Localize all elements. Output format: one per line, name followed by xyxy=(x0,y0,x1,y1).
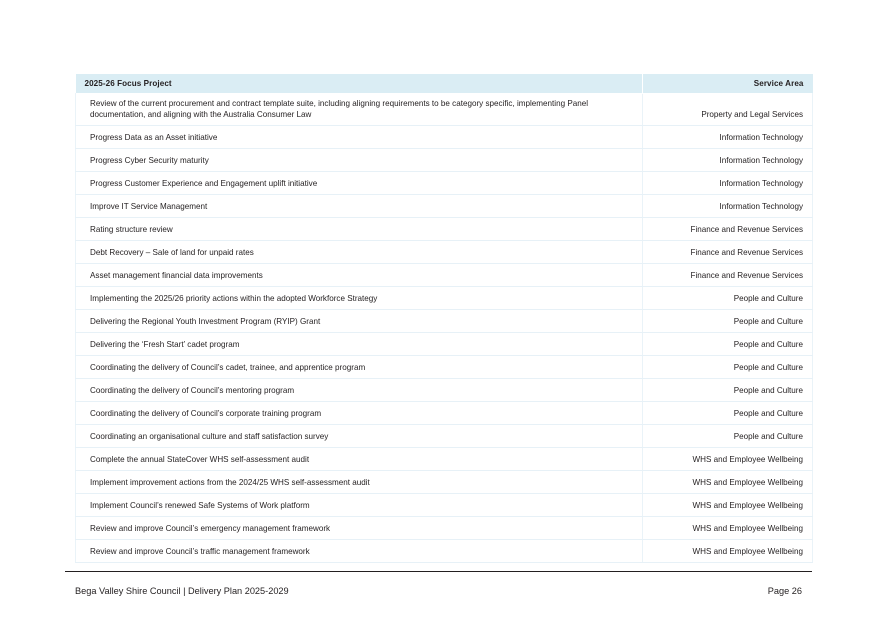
cell-focus-project: Coordinating an organisational culture and staff satisfaction survey xyxy=(76,425,643,448)
cell-service-area: WHS and Employee Wellbeing xyxy=(643,517,813,540)
cell-service-area: Property and Legal Services xyxy=(643,94,813,126)
table-row xyxy=(76,241,813,264)
table-row xyxy=(76,471,813,494)
table-body xyxy=(76,94,813,563)
cell-focus-project: Progress Customer Experience and Engagement uplift initiative xyxy=(76,172,643,195)
table-row xyxy=(76,287,813,310)
cell-focus-project: Debt Recovery – Sale of land for unpaid rates xyxy=(76,241,643,264)
cell-service-area: Finance and Revenue Services xyxy=(643,264,813,287)
table-row xyxy=(76,149,813,172)
cell-service-area: WHS and Employee Wellbeing xyxy=(643,540,813,563)
cell-service-area: Finance and Revenue Services xyxy=(643,241,813,264)
cell-service-area: WHS and Employee Wellbeing xyxy=(643,448,813,471)
cell-focus-project: Review of the current procurement and contract template suite, including aligning requirements to be category specific, implementing Panel documentation, and aligning with the Australia Consumer Law xyxy=(76,94,643,126)
table-row xyxy=(76,540,813,563)
table-header-row xyxy=(76,74,813,94)
cell-service-area: People and Culture xyxy=(643,379,813,402)
page-footer xyxy=(75,586,802,596)
cell-focus-project: Implementing the 2025/26 priority actions within the adopted Workforce Strategy xyxy=(76,287,643,310)
table-header xyxy=(76,74,813,94)
cell-focus-project: Progress Data as an Asset initiative xyxy=(76,126,643,149)
cell-service-area: People and Culture xyxy=(643,402,813,425)
cell-focus-project: Coordinating the delivery of Council’s corporate training program xyxy=(76,402,643,425)
table-row xyxy=(76,402,813,425)
cell-service-area: People and Culture xyxy=(643,310,813,333)
cell-focus-project: Progress Cyber Security maturity xyxy=(76,149,643,172)
cell-service-area: People and Culture xyxy=(643,333,813,356)
cell-service-area: People and Culture xyxy=(643,356,813,379)
cell-focus-project: Implement improvement actions from the 2024/25 WHS self-assessment audit xyxy=(76,471,643,494)
cell-focus-project: Delivering the ‘Fresh Start’ cadet program xyxy=(76,333,643,356)
table-row xyxy=(76,310,813,333)
cell-service-area: Information Technology xyxy=(643,149,813,172)
column-header-service-area: Service Area xyxy=(643,74,813,94)
table-row xyxy=(76,356,813,379)
focus-project-table-wrapper xyxy=(75,74,812,563)
cell-service-area: WHS and Employee Wellbeing xyxy=(643,471,813,494)
table-row xyxy=(76,333,813,356)
column-header-focus-project: 2025-26 Focus Project xyxy=(76,74,643,94)
footer-divider xyxy=(65,571,812,572)
footer-document-title: Bega Valley Shire Council | Delivery Plan 2025-2029 xyxy=(75,586,289,596)
cell-focus-project: Review and improve Council’s emergency management framework xyxy=(76,517,643,540)
cell-focus-project: Delivering the Regional Youth Investment Program (RYIP) Grant xyxy=(76,310,643,333)
table-row xyxy=(76,94,813,126)
cell-focus-project: Coordinating the delivery of Council’s mentoring program xyxy=(76,379,643,402)
cell-focus-project: Rating structure review xyxy=(76,218,643,241)
cell-service-area: People and Culture xyxy=(643,287,813,310)
focus-project-table xyxy=(75,74,813,563)
cell-service-area: Information Technology xyxy=(643,195,813,218)
cell-focus-project: Coordinating the delivery of Council’s cadet, trainee, and apprentice program xyxy=(76,356,643,379)
cell-focus-project: Asset management financial data improvements xyxy=(76,264,643,287)
table-row xyxy=(76,517,813,540)
cell-service-area: Finance and Revenue Services xyxy=(643,218,813,241)
cell-service-area: WHS and Employee Wellbeing xyxy=(643,494,813,517)
cell-focus-project: Improve IT Service Management xyxy=(76,195,643,218)
cell-focus-project: Complete the annual StateCover WHS self-assessment audit xyxy=(76,448,643,471)
cell-focus-project: Review and improve Council’s traffic management framework xyxy=(76,540,643,563)
cell-focus-project: Implement Council’s renewed Safe Systems of Work platform xyxy=(76,494,643,517)
cell-service-area: People and Culture xyxy=(643,425,813,448)
table-row xyxy=(76,264,813,287)
cell-service-area: Information Technology xyxy=(643,126,813,149)
table-row xyxy=(76,195,813,218)
footer-page-number: Page 26 xyxy=(767,586,802,596)
table-row xyxy=(76,379,813,402)
cell-service-area: Information Technology xyxy=(643,172,813,195)
table-row xyxy=(76,172,813,195)
table-row xyxy=(76,126,813,149)
table-row xyxy=(76,448,813,471)
table-row xyxy=(76,494,813,517)
table-row xyxy=(76,425,813,448)
table-row xyxy=(76,218,813,241)
